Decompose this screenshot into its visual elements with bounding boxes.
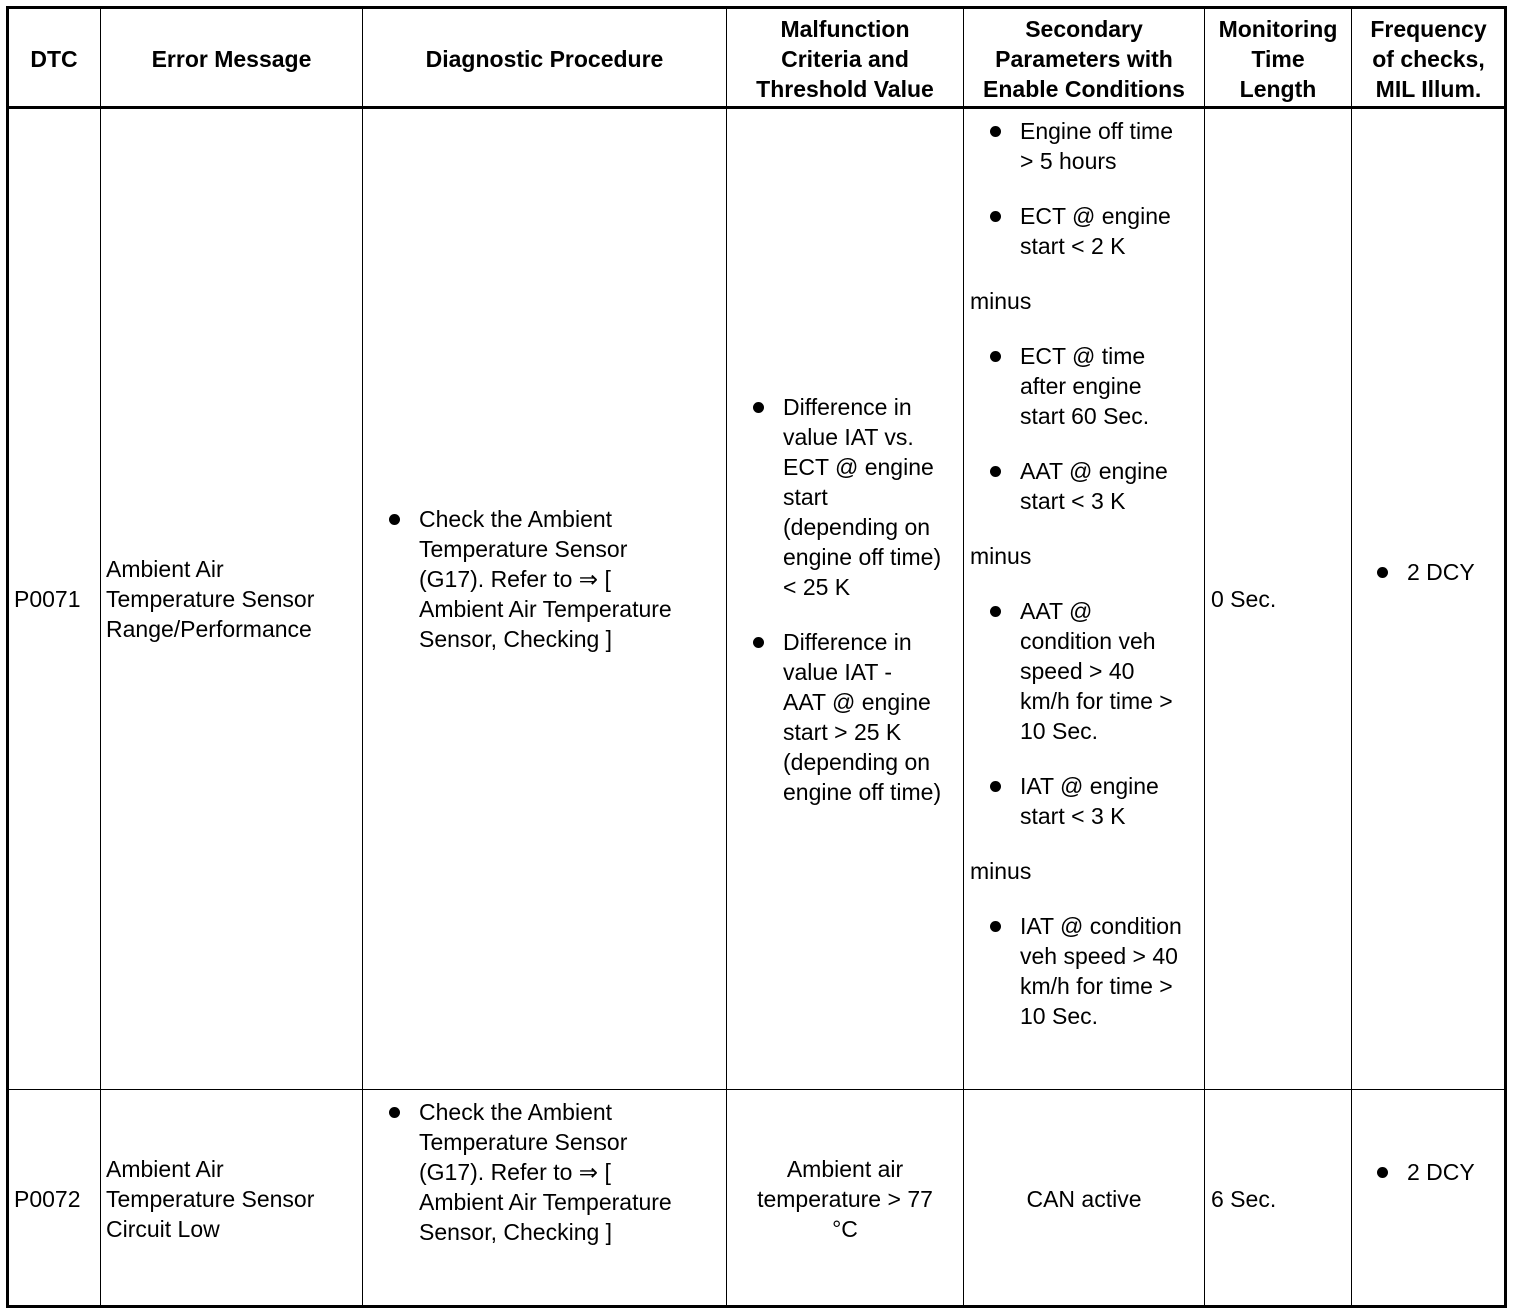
diagnostic-procedure-item: Check the Ambient Temperature Sensor (G17). Refer to ⇒ [ Ambient Air Temperature Sensor, Checking ] (383, 504, 723, 654)
column-divider (1351, 8, 1352, 1307)
header-frequency: Frequency of checks, MIL Illum. (1370, 15, 1487, 102)
header-secondary-parameters: Secondary Parameters with Enable Conditions (983, 15, 1185, 102)
error-message: Ambient Air Temperature Sensor Circuit Low (106, 1155, 315, 1242)
minus-label: minus (970, 543, 1032, 569)
enable-condition: IAT @ engine start < 3 K (984, 771, 1204, 831)
header-malfunction-criteria: Malfunction Criteria and Threshold Value (756, 15, 934, 102)
minus-label: minus (970, 288, 1032, 314)
diagnostic-procedure-item: Check the Ambient Temperature Sensor (G17). Refer to ⇒ [ Ambient Air Temperature Sensor, Checking ] (383, 1097, 723, 1247)
error-message-cell (106, 1090, 360, 1307)
column-divider (100, 8, 101, 1307)
secondary-parameters-cell (970, 116, 1204, 1031)
malfunction-criteria-item: Difference in value IAT vs. ECT @ engine start (depending on engine off time) < 25 K (747, 392, 961, 602)
malfunction-criteria-cell (747, 109, 961, 1089)
enable-condition: CAN active (1026, 1185, 1142, 1212)
malfunction-criteria-value: Ambient air temperature > 77 °C (757, 1155, 933, 1242)
table-row (14, 109, 100, 1089)
secondary-parameters-cell (964, 1090, 1204, 1307)
monitoring-time-cell (1211, 1090, 1349, 1307)
error-message: Ambient Air Temperature Sensor Range/Performance (106, 556, 315, 642)
diagnostic-procedure-cell (383, 109, 723, 1049)
error-message-cell (106, 109, 360, 1089)
monitoring-time: 0 Sec. (1211, 586, 1277, 612)
monitoring-time: 6 Sec. (1211, 1185, 1277, 1212)
dtc-code: P0071 (14, 586, 81, 612)
header-error-message: Error Message (151, 45, 312, 72)
column-divider (1204, 8, 1205, 1307)
enable-condition: AAT @ condition veh speed > 40 km/h for time > 10 Sec. (984, 596, 1204, 746)
enable-condition: ECT @ time after engine start 60 Sec. (984, 341, 1204, 431)
frequency-cell (1371, 1157, 1503, 1187)
column-divider (362, 8, 363, 1307)
diagnostic-procedure-cell (383, 1097, 723, 1247)
header-monitoring-time: Monitoring Time Length (1218, 15, 1338, 102)
table-row (14, 1090, 100, 1307)
monitoring-time-cell (1211, 109, 1349, 1089)
frequency-value: 2 DCY (1371, 1157, 1503, 1187)
frequency-cell (1371, 109, 1503, 1035)
header-diagnostic-procedure: Diagnostic Procedure (425, 45, 664, 72)
enable-condition: IAT @ condition veh speed > 40 km/h for time > 10 Sec. (984, 911, 1204, 1031)
enable-condition: ECT @ engine start < 2 K (984, 201, 1204, 261)
enable-condition: Engine off time > 5 hours (984, 116, 1204, 176)
minus-label: minus (970, 858, 1032, 884)
enable-condition: AAT @ engine start < 3 K (984, 456, 1204, 516)
malfunction-criteria-item: Difference in value IAT - AAT @ engine start > 25 K (depending on engine off time) (747, 627, 961, 807)
frequency-value: 2 DCY (1371, 557, 1503, 587)
malfunction-criteria-cell (727, 1090, 963, 1307)
header-dtc: DTC (30, 45, 78, 72)
dtc-code: P0072 (14, 1185, 81, 1212)
